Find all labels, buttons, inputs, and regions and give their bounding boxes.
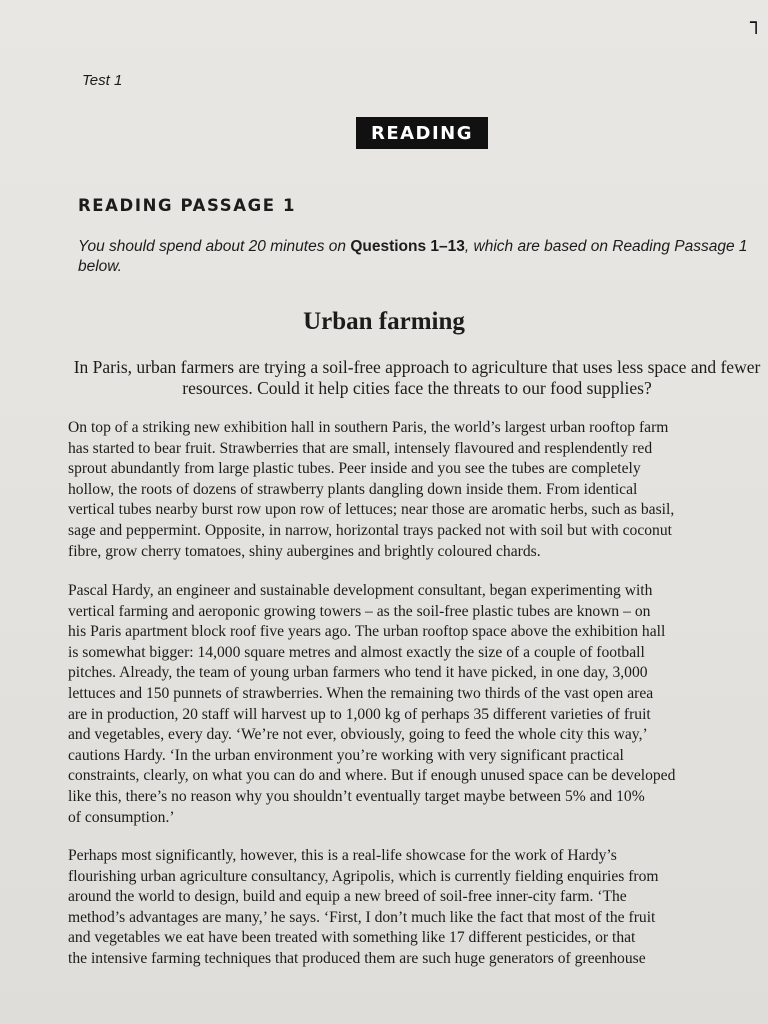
section-badge: [356, 117, 488, 149]
article-title: Urban farming: [303, 308, 465, 335]
paragraph-line: sprout abundantly from large plastic tubes. Peer inside and you see the tubes are completely: [68, 460, 641, 478]
paragraph-line: constraints, clearly, on what you can do and where. But if enough unused space can be developed: [68, 767, 676, 785]
instructions-post: , which are based on Reading Passage 1 below.: [78, 238, 748, 275]
paragraph-line: fibre, grow cherry tomatoes, shiny aubergines and brightly coloured chards.: [68, 542, 541, 560]
paragraph-line: his Paris apartment block roof five years ago. The urban rooftop space above the exhibition hall: [68, 623, 666, 641]
paragraph-line: sage and peppermint. Opposite, in narrow, horizontal trays packed not with soil but with coconut: [68, 521, 672, 539]
paragraph-line: are in production, 20 staff will harvest up to 1,000 kg of perhaps 35 different varieties of fruit: [68, 705, 651, 723]
paragraph-line: lettuces and 150 punnets of strawberries. When the remaining two thirds of the vast open area: [68, 684, 654, 702]
instructions-pre: You should spend about 20 minutes on: [78, 238, 351, 255]
paragraph-line: On top of a striking new exhibition hall in southern Paris, the world’s largest urban rooftop farm: [68, 419, 669, 436]
paragraph-line: like this, there’s no reason why you shouldn’t eventually target maybe between 5% and 10%: [68, 787, 645, 805]
paragraph-3: [68, 846, 762, 970]
paragraph-line: Pascal Hardy, an engineer and sustainable development consultant, began experimenting with: [68, 582, 653, 599]
paragraph-line: vertical tubes nearby burst row upon row of lettuces; near those are aromatic herbs, such as basil,: [68, 501, 675, 519]
test-label: Test 1: [82, 72, 123, 89]
passage-heading: READING PASSAGE 1: [78, 196, 297, 215]
paragraph-line: vertical farming and aeroponic growing towers – as the soil-free plastic tubes are known – on: [68, 602, 651, 620]
instructions-questions: Questions 1–13: [350, 238, 465, 255]
section-title: READING: [370, 122, 474, 144]
paragraph-line: has started to bear fruit. Strawberries that are small, intensely flavoured and resplendently red: [68, 439, 653, 457]
paragraph-line: of consumption.’: [68, 808, 175, 826]
paragraph-line: method’s advantages are many,’ he says. ‘First, I don’t much like the fact that most of the fruit: [68, 908, 656, 926]
paragraph-line: the intensive farming techniques that produced them are such huge generators of greenhouse: [68, 949, 646, 967]
paragraph-line: around the world to design, build and equip a new breed of soil-free inner-city farm. ‘The: [68, 888, 627, 906]
article-standfirst: In Paris, urban farmers are trying a soil-free approach to agriculture that uses less space and fewer resources. Could it help cities face the threats to our food supplies?: [73, 357, 761, 398]
paragraph-line: and vegetables, every day. ‘We’re not ever, obviously, going to feed the whole city this way,’: [68, 726, 648, 744]
paragraph-line: cautions Hardy. ‘In the urban environment you’re working with very significant practical: [68, 746, 624, 764]
corner-mark: ┐: [749, 10, 762, 34]
instructions: [78, 237, 762, 277]
paragraph-line: pitches. Already, the team of young urban farmers who tend it have picked, in one day, 3,000: [68, 664, 648, 682]
paragraph-1: [68, 418, 762, 562]
paragraph-line: hollow, the roots of dozens of strawberry plants dangling down inside them. From identical: [68, 480, 638, 498]
paragraph-line: flourishing urban agriculture consultancy, Agripolis, which is currently fielding enquiries from: [68, 867, 659, 885]
paragraph-line: and vegetables we eat have been treated with something like 17 different pesticides, or that: [68, 929, 636, 947]
paragraph-line: is somewhat bigger: 14,000 square metres and almost exactly the size of a couple of football: [68, 643, 645, 661]
paragraph-line: Perhaps most significantly, however, this is a real-life showcase for the work of Hardy’s: [68, 847, 617, 864]
paragraph-2: [68, 581, 762, 828]
